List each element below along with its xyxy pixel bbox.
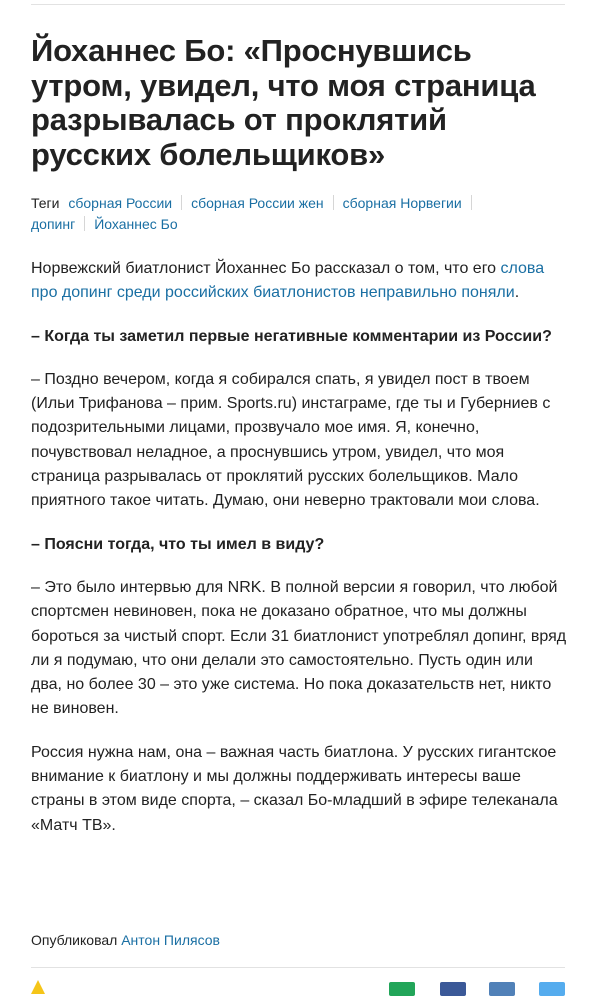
bottom-divider <box>31 967 565 968</box>
tag-separator <box>333 195 334 210</box>
closing-paragraph: Россия нужна нам, она – важная часть биатлона. У русских гигантское внимание к биатлону и мы должны поддерживать интересы ваше страны в этом виде спорта, – сказал Бо-младший в эфире телеканала «Матч ТВ». <box>31 743 558 834</box>
tag-link-russia[interactable]: сборная России <box>68 195 173 211</box>
answer-1: – Поздно вечером, когда я собирался спать, я увидел пост в твоем (Ильи Трифанова – прим. Sports.ru) инстаграме, где ты и Губерниев с подозрительными лицами, прозвучало мое имя. Я, конечно, почувствовал неладное, а проснувшись утром, увидел, что моя страница разрывалась от проклятий русских болельщиков. Мало приятного такое читать. Думаю, они неверно трактовали мои слова. <box>31 370 551 510</box>
published-label: Опубликовал <box>31 932 118 948</box>
bottom-bar <box>0 974 595 988</box>
twitter-icon[interactable] <box>539 982 565 996</box>
tags-label: Теги <box>31 195 60 211</box>
published-by <box>31 930 220 950</box>
article-body <box>31 257 567 857</box>
intro-end: . <box>514 284 520 302</box>
intro-link[interactable]: слова про допинг среди российских биатлонистов неправильно поняли <box>31 260 545 302</box>
share-green-icon[interactable] <box>389 982 415 996</box>
question-2: – Поясни тогда, что ты имел в виду? <box>31 535 325 553</box>
question-1: – Когда ты заметил первые негативные комментарии из России? <box>31 327 552 345</box>
intro-paragraph <box>31 257 567 306</box>
tag-link-johannes-boe[interactable]: Йоханнес Бо <box>94 216 178 232</box>
tag-link-russia-women[interactable]: сборная России жен <box>191 195 324 211</box>
facebook-icon[interactable] <box>440 982 466 996</box>
tag-link-norway[interactable]: сборная Норвегии <box>342 195 462 211</box>
answer-2: – Это было интервью для NRK. В полной версии я говорил, что любой спортсмен невиновен, пока не доказано обратное, что мы должны бороться за чистый спорт. Если 31 биатлонист употреблял допинг, вряд ли я подумаю, что они делали это самостоятельно. Пусть один или два, но более 30 – это уже система. Но пока доказательств нет, никто не виновен. <box>31 578 567 718</box>
tags-row <box>31 193 571 235</box>
tag-separator <box>471 195 472 210</box>
intro-text: Норвежский биатлонист Йоханнес Бо рассказал о том, что его <box>31 260 501 277</box>
article-title: Йоханнес Бо: «Проснувшись утром, увидел, что моя страница разрывалась от проклятий русских болельщиков» <box>31 33 536 172</box>
warning-icon[interactable] <box>31 980 45 994</box>
author-link[interactable]: Антон Пилясов <box>121 932 220 948</box>
vk-icon[interactable] <box>489 982 515 996</box>
tag-separator <box>181 195 182 210</box>
tag-separator <box>84 216 85 231</box>
top-divider <box>31 4 565 5</box>
tag-link-doping[interactable]: допинг <box>31 216 76 232</box>
